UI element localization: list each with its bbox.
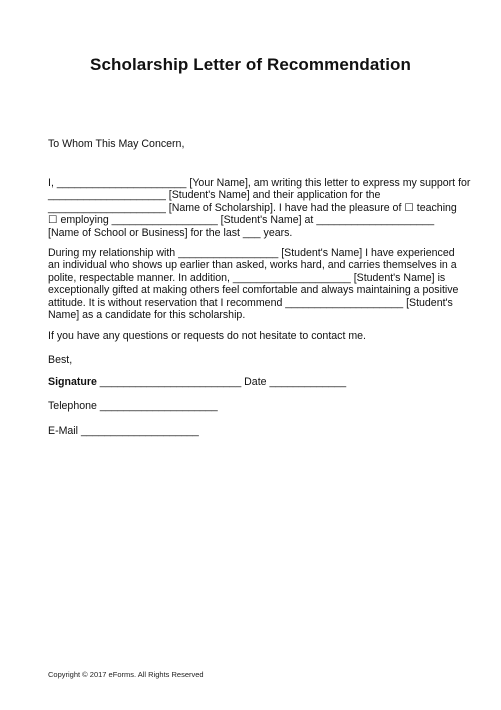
paragraph-introduction [48,177,471,239]
email-row [48,425,199,437]
email-label: E-Mail [48,425,79,437]
paragraph-relationship [48,247,459,322]
salutation: To Whom This May Concern, [48,138,185,150]
copyright-footer: Copyright © 2017 eForms. All Rights Reserved [48,670,204,679]
paragraph-line: ____________________ [Student's Name] and their application for the [48,189,381,202]
paragraph-line: attitude. It is without reservation that I recommend ____________________ [Student's [48,296,453,309]
telephone-line[interactable]: ____________________ [96,400,218,412]
page-title: Scholarship Letter of Recommendation [90,55,411,74]
paragraph-line: Name] as a candidate for this scholarship. [48,309,246,322]
paragraph-line: polite, respectable manner. In addition, ____________________ [Student's Name] is [48,271,446,284]
date-line[interactable]: _____________ [266,376,347,388]
paragraph-line: I, ______________________ [Your Name], am writing this letter to express my support for [48,177,471,189]
paragraph-line: ____________________ [Name of Scholarship]. I have had the pleasure of ☐ teaching [48,201,457,214]
paragraph-contact: If you have any questions or requests do not hesitate to contact me. [48,330,367,342]
telephone-label: Telephone [48,400,97,412]
signature-line[interactable]: ________________________ [96,376,245,388]
closing: Best, [48,354,73,366]
email-line[interactable]: ____________________ [78,425,199,437]
paragraph-line: During my relationship with _________________ [Student's Name] I have experienced [48,247,455,259]
signature-row [48,376,346,388]
paragraph-line: an individual who shows up earlier than asked, works hard, and carries themselves in a [48,259,457,272]
telephone-row [48,400,218,412]
paragraph-line: ☐ employing __________________ [Student's Name] at ____________________ [48,214,435,227]
signature-label: Signature [48,376,97,388]
date-label: Date [244,376,267,388]
paragraph-line: exceptionally gifted at making others feel comfortable and always maintaining a positive [48,284,459,297]
paragraph-line: [Name of School or Business] for the last ___ years. [48,226,293,239]
